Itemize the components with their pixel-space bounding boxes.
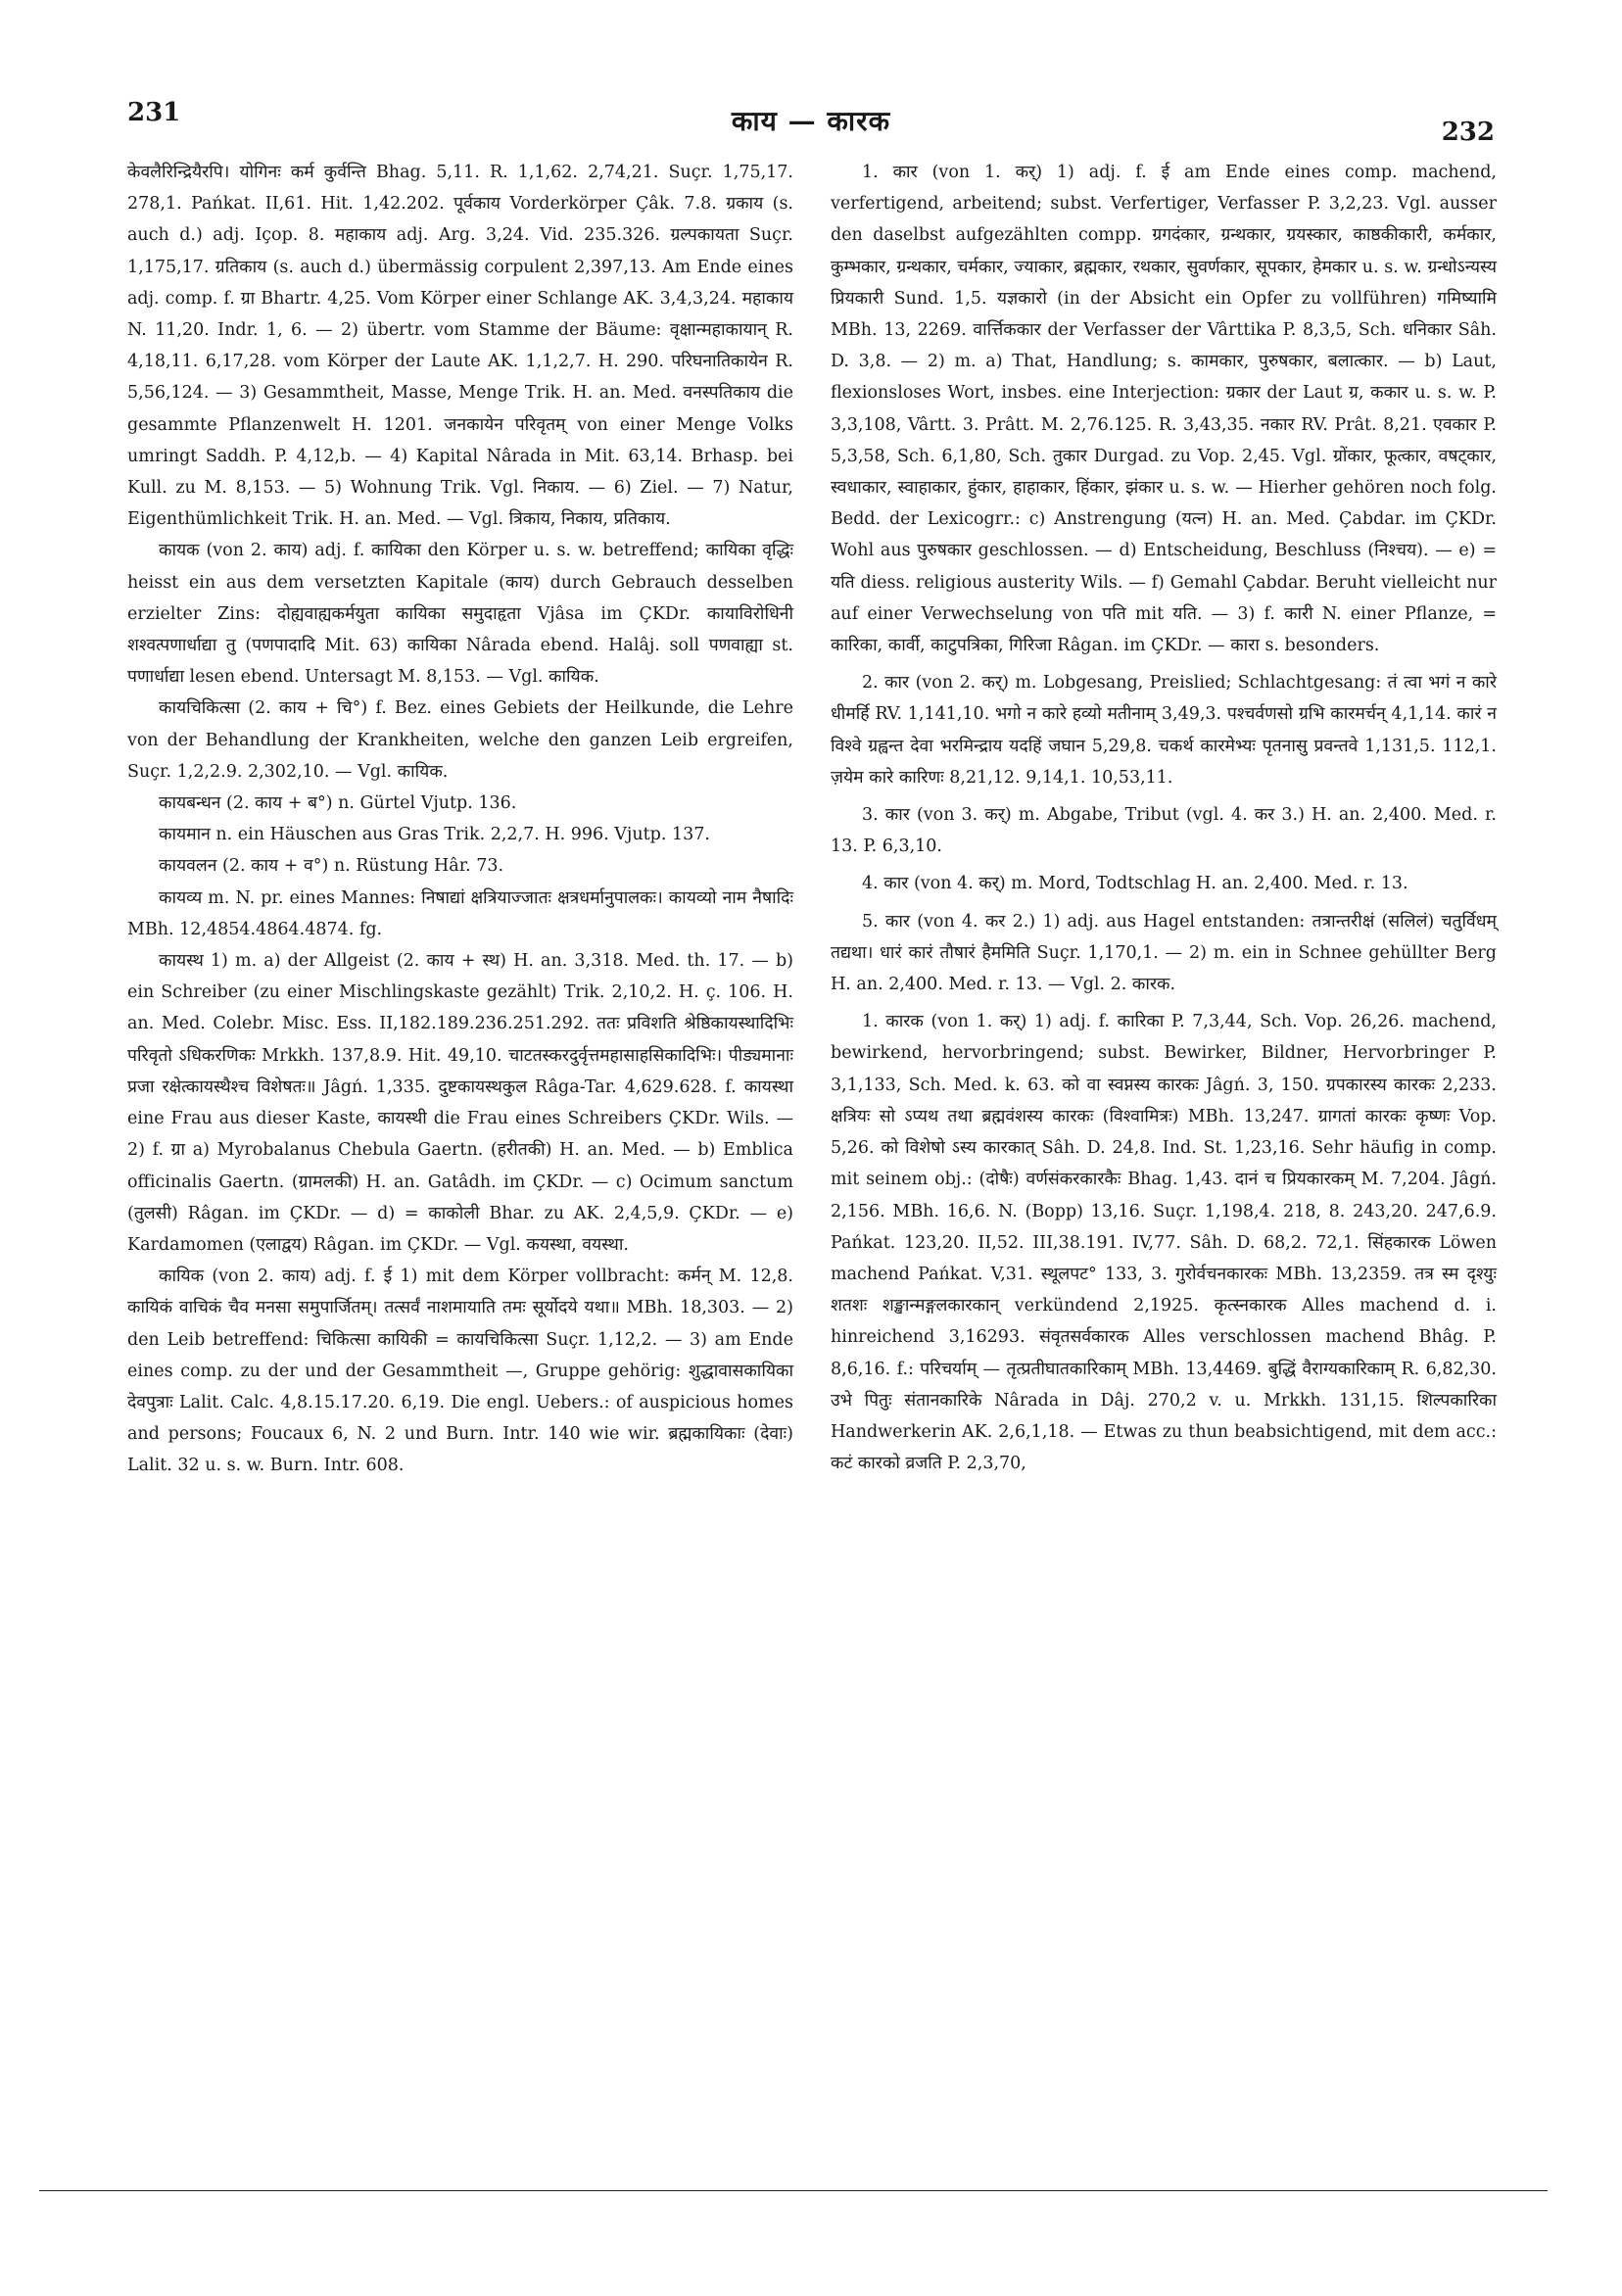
running-title: काय — कारक — [731, 105, 891, 137]
entry-kayika: कायिक (von 2. काय) adj. f. ई 1) mit dem Körper vollbracht: कर्मन् M. 12,8. कायिकं वाचिकं चैव मनसा समुपार्जितम्। तत्सर्वं नाशमायाति तमः सूर्योदये यथा॥ MBh. 18,303. — 2) den Leib betreffend: चिकित्सा कायिकी = कायचिकित्सा Suçr. 1,12,2. — 3) am Ende eines comp. zu der und der Gesammtheit —, Gruppe gehörig: शुद्धावासकायिका देवपुत्राः Lalit. Calc. 4,8.15.17.20. 6,19. Die engl. Uebers.: of auspicious homes and persons; Foucaux 6, N. 2 und Burn. Intr. 140 wie wir. ब्रह्मकायिकाः (देवाः) Lalit. 32 u. s. w. Burn. Intr. 608. — [127, 1267, 793, 1476]
entry-kara-2: 2. कार (von 2. कर्) m. Lobgesang, Preislied; Schlachtgesang: तं त्वा भगं न कारे धीमर्हि RV. 1,141,10. भगो न कारे हव्यो मतीनाम् 3,49,3. पश्चर्वणसो ग्रभि कारमर्चन् 4,1,14. कारं न विश्वे ग्रह्वन्त देवा भरमिन्द्राय यदहिं जघान 5,29,8. चकर्थ कारमेभ्यः पृतनासु प्रवन्तवे 1,131,5. 112,1. ज़येम कारे कारिणः 8,21,12. 9,14,1. 10,53,11. — [831, 673, 1497, 788]
entry-kayaka: कायक (von 2. काय) adj. f. कायिका den Körper u. s. w. betreffend; कायिका वृद्धिः heisst ein aus dem versetzten Kapitale (काय) durch Gebrauch desselben erzielter Zins: दोह्यवाह्यकर्मयुता कायिका समुदाहृता Vjâsa im ÇKDr. कायाविरोधिनी शश्वत्पणार्धाद्या तु (पणपादादि Mit. 63) कायिका Nârada ebend. Halâj. soll पणवाह्या st. पणार्धाद्या lesen ebend. Untersagt M. 8,153. — Vgl. कायिक. — [127, 541, 793, 688]
entry-kaya-continued: केवलैरिन्द्रियैरपि। योगिनः कर्म कुर्वन्ति Bhag. 5,11. R. 1,1,62. 2,74,21. Suçr. 1,75,17. 278,1. Pańkat. II,61. Hit. 1,42.202. पूर्वकाय Vorderkörper Çâk. 7.8. ग्रकाय (s. auch d.) adj. Içop. 8. महाकाय adj. Arg. 3,24. Vid. 235.326. ग्रल्पकायता Suçr. 1,175,17. ग्रतिकाय (s. auch d.) übermässig corpulent 2,397,13. Am Ende eines adj. comp. f. ग्रा Bhartr. 4,25. Vom Körper einer Schlange AK. 3,4,3,24. महाकाय N. 11,20. Indr. 1, 6. — 2) übertr. vom Stamme der Bäume: वृक्षान्महाकायान् R. 4,18,11. 6,17,28. vom Körper der Laute AK. 1,1,2,7. H. 290. परिघनातिकायेन R. 5,56,124. — 3) Gesammtheit, Masse, Menge Trik. H. an. Med. वनस्पतिकाय die gesammte Pflanzenwelt H. 1201. जनकायेन परिवृतम् von einer Menge Volks umringt Saddh. P. 4,12,b. — 4) Kapital Nârada in Mit. 63,14. Brhasp. bei Kull. zu M. 8,153. — 5) Wohnung Trik. Vgl. निकाय. — 6) Ziel. — 7) Natur, Eigenthümlichkeit Trik. H. an. Med. — Vgl. त्रिकाय, निकाय, प्रतिकाय. — [127, 163, 793, 530]
entry-kayacikitsa: कायचिकित्सा (2. काय + चि°) f. Bez. eines Gebiets der Heilkunde, die Lehre von der Behandlung der Krankheiten, welche den ganzen Leib ergreifen, Suçr. 1,2,2.9. 2,302,10. — Vgl. कायिक. — [127, 698, 793, 782]
footer-rule — [39, 2190, 1548, 2191]
entry-kayamana: कायमान n. ein Häuschen aus Gras Trik. 2,2,7. H. 996. Vjutp. 137. — [159, 825, 710, 845]
entry-kayavalana: कायवलन (2. काय + व°) n. Rüstung Hâr. 73. — [159, 856, 504, 877]
left-column — [127, 157, 793, 1482]
entry-kara-1: 1. कार (von 1. कर्) 1) adj. f. ई am Ende eines comp. machend, verfertigend, arbeitend; subst. Verfertiger, Verfasser P. 3,2,23. Vgl. ausser den daselbst aufgezählten compp. ग्रगदंकार, ग्रन्थकार, ग्रयस्कार, काष्ठकीकारी, कर्मकार, कुम्भकार, ग्रन्थकार, चर्मकार, ज्याकार, ब्रह्मकार, रथकार, सुवर्णकार, सूपकार, हेमकार u. s. w. ग्रन्धोऽन्यस्य प्रियकारी Sund. 1,5. यज्ञकारो (in der Absicht ein Opfer zu vollführen) गमिष्यामि MBh. 13, 2269. वार्त्तिककार der Verfasser der Vârttika P. 8,3,5, Sch. धनिकार Sâh. D. 3,8. — 2) m. a) That, Handlung; s. कामकार, पुरुषकार, बलात्कार. — b) Laut, flexionsloses Wort, insbes. eine Interjection: ग्रकार der Laut ग्र, ककार u. s. w. P. 3,3,108, Vârtt. 3. Prâtt. M. 2,76.125. R. 3,43,35. नकार RV. Prât. 8,21. एवकार P. 5,3,58, Sch. 6,1,80, Sch. तुकार Durgad. zu Vop. 2,45. Vgl. ग्रोंकार, फूत्कार, वषट्कार, स्वधाकार, स्वाहाकार, हुंकार, हाहाकार, हिंकार, झंकार u. s. w. — Hierher gehören noch folg. Bedd. der Lexicogrr.: c) Anstrengung (यत्न) H. an. Med. Çabdar. im ÇKDr. Wohl aus पुरुषकार geschlossen. — d) Entscheidung, Beschluss (निश्चय). — e) = यति diess. religious austerity Wils. — f) Gemahl Çabdar. Beruht vielleicht nur auf einer Verwechselung von पति mit यति. — 3) f. कारी N. einer Pflanze, = कारिका, कार्वी, काटुपत्रिका, गिरिजा Râgan. im ÇKDr. — कारा s. besonders. — [831, 163, 1497, 656]
entry-kara-3: 3. कार (von 3. कर्) m. Abgabe, Tribut (vgl. 4. कर 3.) H. an. 2,400. Med. r. 13. P. 6,3,10. — [831, 805, 1497, 857]
entry-kara-4: 4. कार (von 4. कर्) m. Mord, Todtschlag H. an. 2,400. Med. r. 13. — [862, 874, 1408, 894]
right-column — [831, 157, 1497, 1485]
entry-kayastha: कायस्थ 1) m. a) der Allgeist (2. काय + स्थ) H. an. 3,318. Med. th. 17. — b) ein Schreiber (zu einer Mischlingskaste gezählt) Trik. 2,10,2. H. ç. 106. H. an. Med. Colebr. Misc. Ess. II,182.189.236.251.292. ततः प्रविशति श्रेष्ठिकायस्थादिभिः परिवृतो ऽधिकरणिकः Mrkkh. 137,8.9. Hit. 49,10. चाटतस्करदुर्वृत्तमहासाहसिकादिभिः। पीड्यमानाः प्रजा रक्षेत्कायस्थैश्च विशेषतः॥ Jâgń. 1,335. दुष्टकायस्थकुल Râga-Tar. 4,629.628. f. कायस्था eine Frau aus dieser Kaste, कायस्थी die Frau eines Schreibers ÇKDr. Wils. — 2) f. ग्रा a) Myrobalanus Chebula Gaertn. (हरीतकी) H. an. Med. — b) Emblica officinalis Gaertn. (ग्रामलकी) H. an. Gatâdh. im ÇKDr. — c) Ocimum sanctum (तुलसी) Râgan. im ÇKDr. — d) = काकोली Bhar. zu AK. 2,4,5,9. ÇKDr. — e) Kardamomen (एलाद्वय) Râgan. im ÇKDr. — Vgl. कयस्था, वयस्था. — [127, 951, 793, 1255]
entry-kayabandhana: कायबन्धन (2. काय + ब°) n. Gürtel Vjutp. 136. — [159, 793, 517, 814]
page-number-right: 232 — [1441, 118, 1495, 147]
entry-kayavya: कायव्य m. N. pr. eines Mannes: निषाद्यां क्षत्रियाज्जातः क्षत्रधर्मानुपालकः। कायव्यो नाम नैषादिः MBh. 12,4854.4864.4874. fg. — [127, 887, 793, 939]
entry-karaka-1: 1. कारक (von 1. कर्) 1) adj. f. कारिका P. 7,3,44, Sch. Vop. 26,26. machend, bewirkend, hervorbringend; subst. Bewirker, Bildner, Hervorbringer P. 3,1,133, Sch. Med. k. 63. को वा स्वप्नस्य कारकः Jâgń. 3, 150. ग्रपकारस्य कारकः 2,233. क्षत्रियः सो ऽप्यथ तथा ब्रह्मवंशस्य कारकः (विश्वामित्रः) MBh. 13,247. ग्रागतां कारकः कृष्णः Vop. 5,26. को विशेषो ऽस्य कारकात् Sâh. D. 24,8. Ind. St. 1,23,16. Sehr häufig in comp. mit seinem obj.: (दोषैः) वर्णसंकरकारकैः Bhag. 1,43. दानं च प्रियकारकम् M. 7,204. Jâgń. 2,156. MBh. 16,6. N. (Bopp) 13,16. Suçr. 1,198,4. 218, 8. 243,20. 247,6.9. Pańkat. 123,20. II,52. III,38.191. IV,77. Sâh. D. 68,2. 72,1. सिंहकारक Löwen machend Pańkat. V,31. स्थूलपट° 133, 3. गुरोर्वचनकारकः MBh. 13,2359. तत्र स्म दृश्युः शतशः शङ्खान्मङ्गलकारकान् verkündend 2,1925. कृत्स्नकारक Alles machend d. i. hinreichend 3,16293. संवृतसर्वकारक Alles verschlossen machend Bhâg. P. 8,6,16. f.: परिचर्याम् — तृत्प्रतीघातकारिकाम् MBh. 13,4469. बुद्धिं वैराग्यकारिकाम् R. 6,82,30. उभे पितुः संतानकारिके Nârada in Dâj. 270,2 v. u. Mrkkh. 131,15. शिल्पकारिका Handwerkerin AK. 2,6,1,18. — Etwas zu thun beabsichtigend, mit dem acc.: कटं कारको व्रजति P. 2,3,70, — [831, 1012, 1497, 1474]
page-header — [127, 98, 1495, 147]
page-number-left: 231 — [127, 98, 181, 127]
entry-kara-5: 5. कार (von 4. कर 2.) 1) adj. aus Hagel entstanden: तत्रान्तरीक्षं (सलिलं) चतुर्विधम् तद्यथा। धारं कारं तौषारं हैममिति Suçr. 1,170,1. — 2) m. ein in Schnee gehüllter Berg H. an. 2,400. Med. r. 13. — Vgl. 2. कारक. — [831, 911, 1497, 995]
